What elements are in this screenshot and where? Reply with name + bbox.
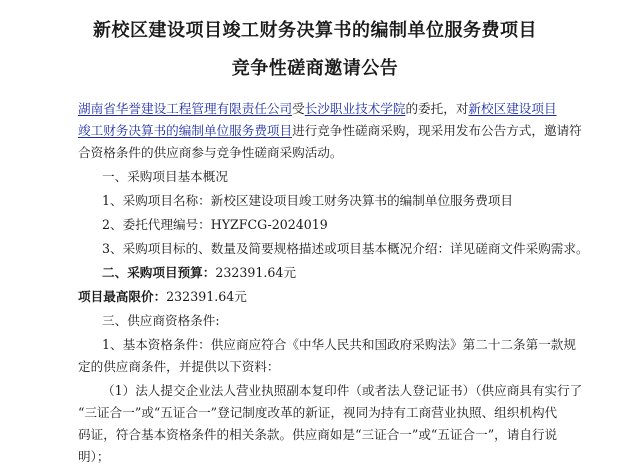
section-1-heading: 一、采购项目基本概况: [102, 169, 228, 184]
section-3-sub-1-line-3: 码证，符合基本资格条件的相关条款。供应商如是“三证合一”或“五证合一”，请自行说: [78, 427, 558, 442]
section-1-item-3: 3、采购项目标的、数量及简要规格描述或项目基本概况介绍：详见磋商文件采购需求。: [102, 241, 589, 256]
section-3-sub-1-line-4: 明）；: [78, 449, 110, 464]
max-price-label: 项目最高限价：: [78, 289, 167, 304]
section-3-item-1-line-1: 1、基本资格条件：供应商应符合《中华人民共和国政府采购法》第二十二条第一款规: [102, 337, 576, 352]
project-name-link-a[interactable]: 新校区建设项目: [468, 101, 557, 116]
intro-line-2: 竣工财务决算书的编制单位服务费项目进行竞争性磋商采购，现采用发布公告方式，邀请符: [78, 123, 582, 138]
max-price-value: 232391.64元: [166, 289, 247, 304]
document-title-line-2: 竞争性磋商邀请公告: [231, 58, 399, 79]
section-3-sub-1-line-1: （1）法人提交企业法人营业执照副本复印件（或者法人登记证书）（供应商具有实行了: [102, 383, 583, 398]
section-1-item-1: 1、采购项目名称：新校区建设项目竣工财务决算书的编制单位服务费项目: [102, 193, 514, 208]
section-3-sub-1-line-2: “三证合一”或“五证合一”登记制度改革的新证，视同为持有工商营业执照、组织机构代: [78, 405, 558, 420]
intro-line-3: 合资格条件的供应商参与竞争性磋商采购活动。: [78, 145, 343, 160]
section-3-item-1-line-2: 定的供应商条件，并提供以下资料：: [78, 359, 280, 374]
intro-line-1: 湖南省华誉建设工程管理有限责任公司受长沙职业技术学院的委托，对新校区建设项目: [78, 101, 557, 116]
section-3-heading: 三、供应商资格条件:: [102, 313, 220, 328]
budget-label: 二、采购项目预算：: [102, 265, 216, 280]
section-2-budget: [102, 265, 296, 281]
agency-name-link[interactable]: 湖南省华誉建设工程管理有限责任公司: [78, 101, 293, 116]
max-price: [78, 289, 247, 305]
budget-value: 232391.64元: [215, 265, 297, 280]
project-name-link-b[interactable]: 竣工财务决算书的编制单位服务费项目: [78, 123, 293, 138]
section-1-item-2: 2、委托代理编号：HYZFCG-2024019: [102, 217, 328, 232]
client-name-link[interactable]: 长沙职业技术学院: [304, 101, 406, 116]
document-title-line-1: 新校区建设项目竣工财务决算书的编制单位服务费项目: [93, 20, 537, 41]
